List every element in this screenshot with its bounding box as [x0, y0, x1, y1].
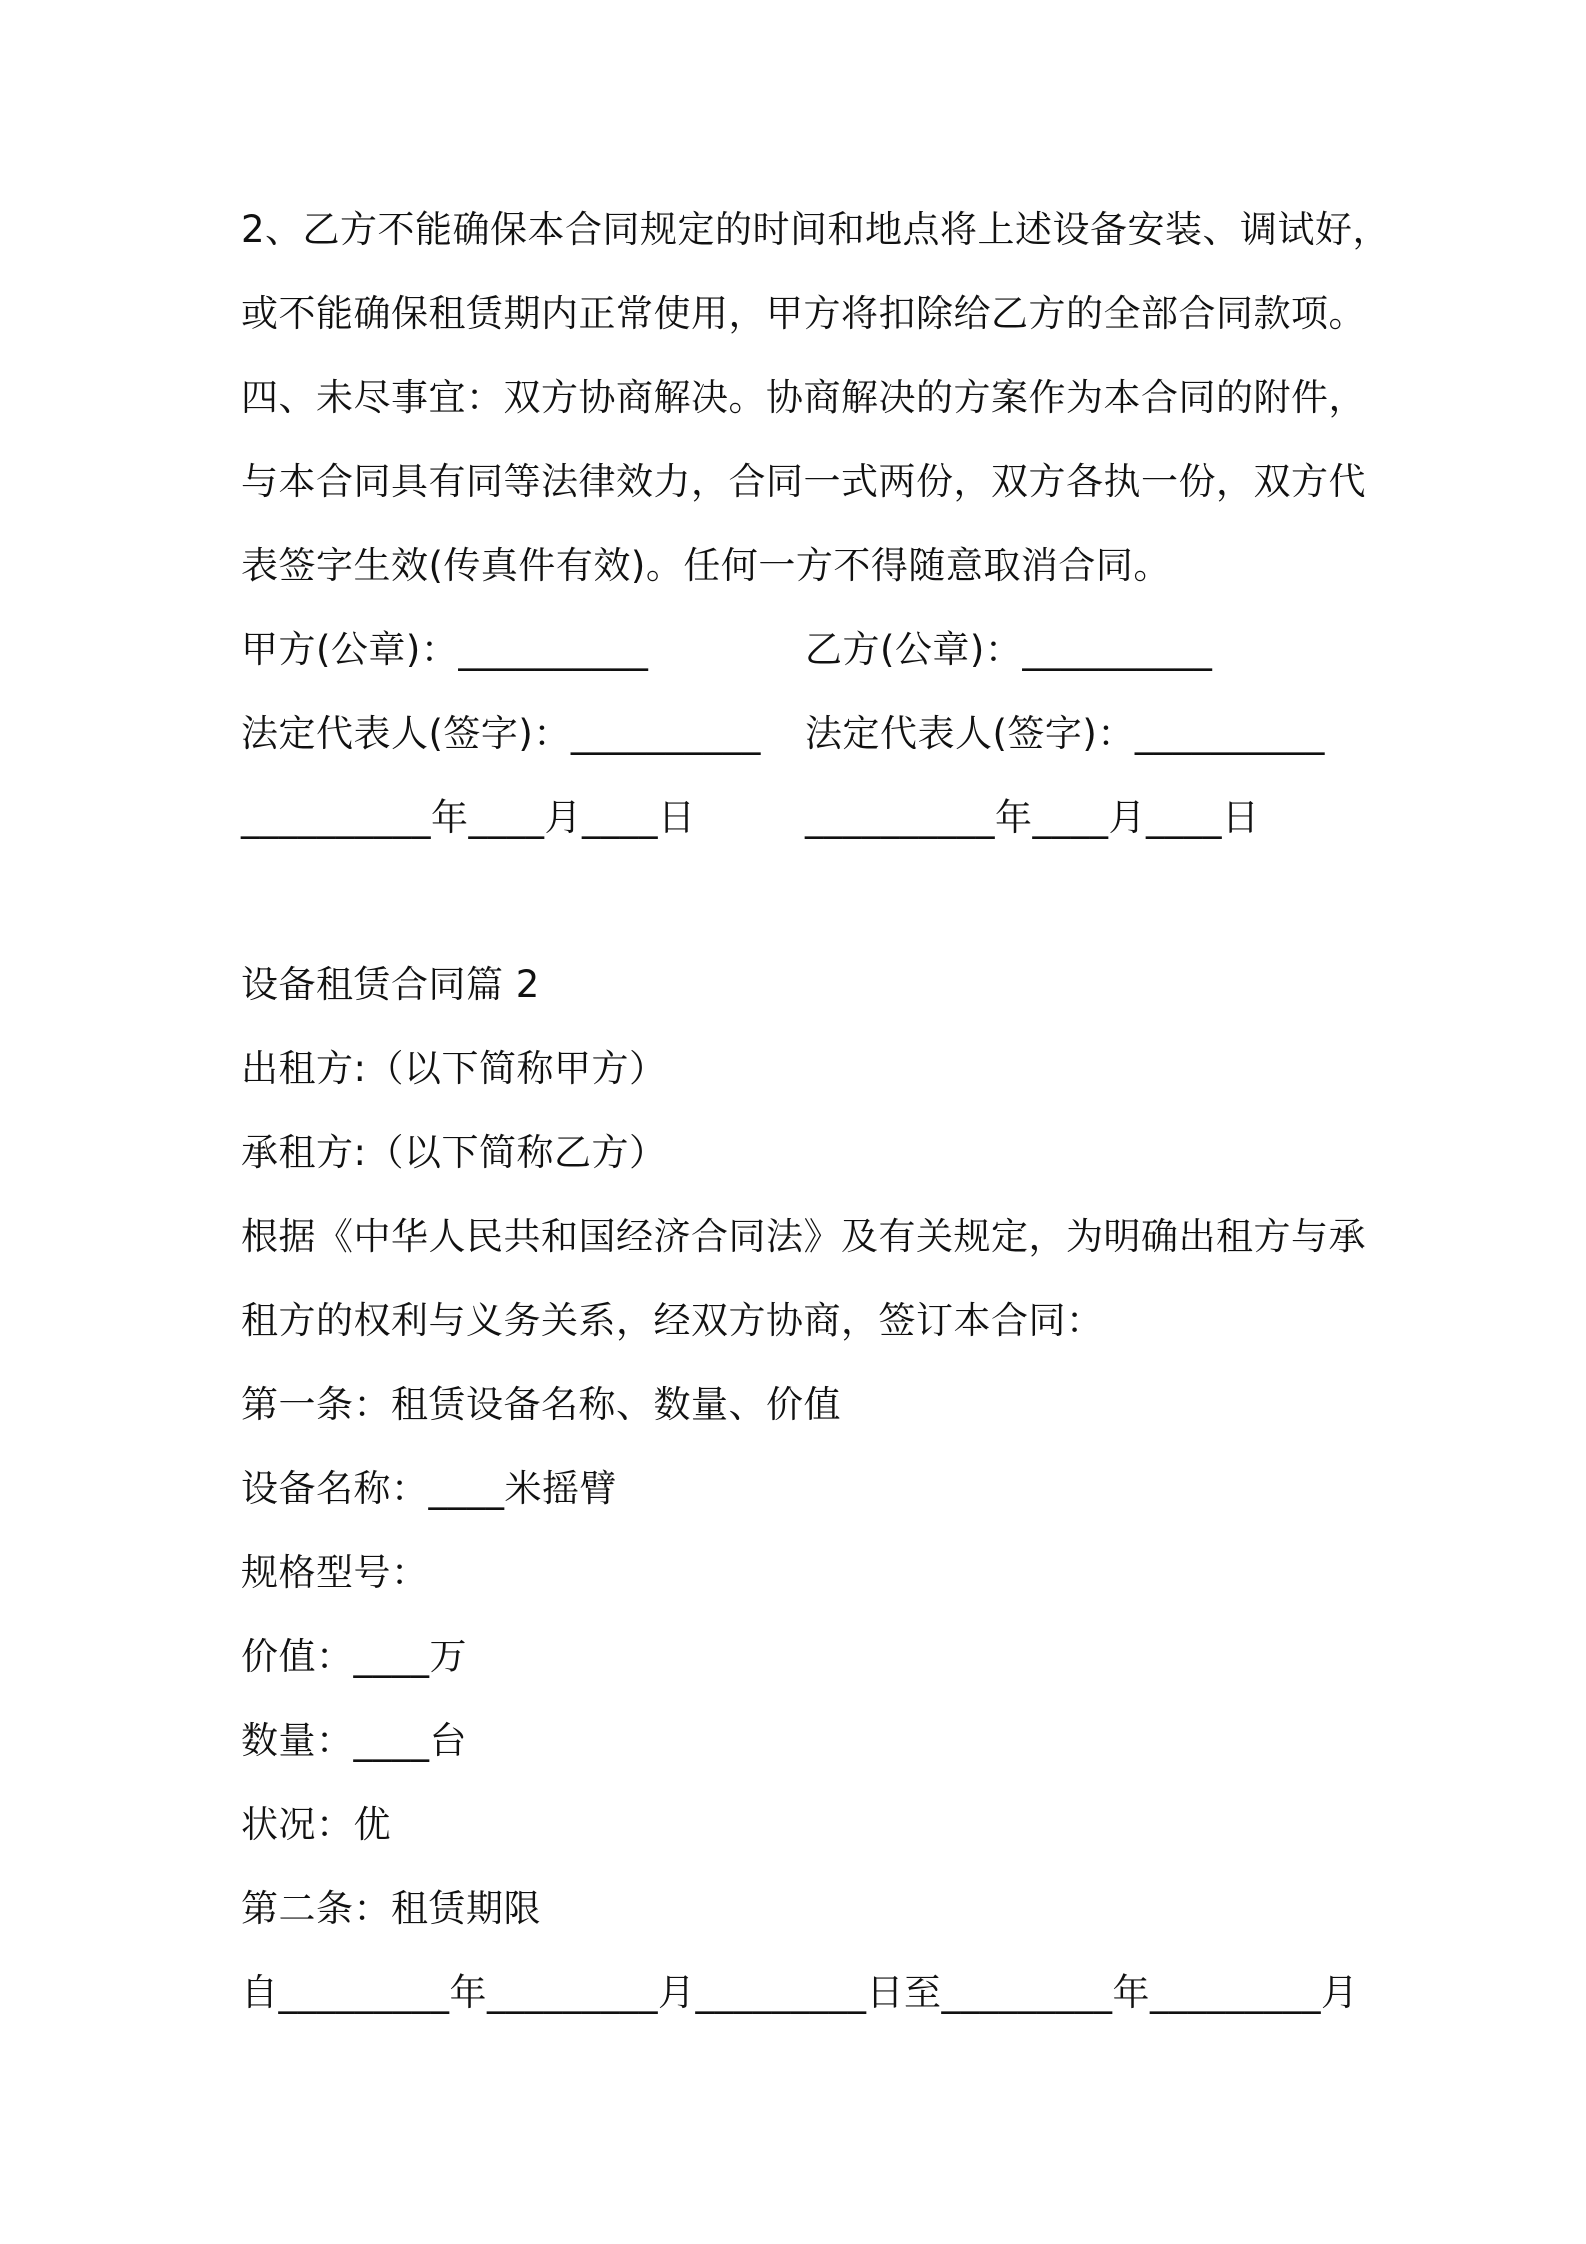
- lease-period: 自_________年_________月_________日至_________年_________月: [241, 1971, 1359, 2014]
- party-b-representative: 法定代表人(签字)：__________: [805, 712, 1325, 755]
- preamble-line-2: 租方的权利与义务关系，经双方协商，签订本合同：: [241, 1299, 1104, 1342]
- article-1-heading: 第一条：租赁设备名称、数量、价值: [241, 1383, 841, 1426]
- party-b-seal: 乙方(公章)：__________: [805, 628, 1213, 671]
- equipment-value: 价值：____万: [241, 1635, 467, 1678]
- clause-4-line-3: 表签字生效(传真件有效)。任何一方不得随意取消合同。: [241, 544, 1171, 587]
- clause-2-line-2: 或不能确保租赁期内正常使用，甲方将扣除给乙方的全部合同款项。: [241, 292, 1366, 335]
- spec-model: 规格型号：: [241, 1551, 429, 1594]
- lessor-line: 出租方:（以下简称甲方）: [241, 1047, 667, 1090]
- party-a-date: __________年____月____日: [241, 796, 696, 839]
- preamble-line-1: 根据《中华人民共和国经济合同法》及有关规定，为明确出租方与承: [241, 1215, 1366, 1258]
- party-a-representative: 法定代表人(签字)：__________: [241, 712, 761, 755]
- lessee-line: 承租方:（以下简称乙方）: [241, 1131, 667, 1174]
- equipment-name: 设备名称：____米摇臂: [241, 1467, 617, 1510]
- equipment-quantity: 数量：____台: [241, 1719, 467, 1762]
- clause-4-line-2: 与本合同具有同等法律效力，合同一式两份，双方各执一份，双方代: [241, 460, 1366, 503]
- clause-4-line-1: 四、未尽事宜：双方协商解决。协商解决的方案作为本合同的附件，: [241, 376, 1366, 419]
- contract-2-title: 设备租赁合同篇 2: [241, 963, 540, 1006]
- party-a-seal: 甲方(公章)：__________: [241, 628, 649, 671]
- clause-2-line-1: 2、乙方不能确保本合同规定的时间和地点将上述设备安装、调试好，: [241, 208, 1391, 251]
- equipment-condition: 状况：优: [241, 1803, 391, 1846]
- article-2-heading: 第二条：租赁期限: [241, 1887, 541, 1930]
- party-b-date: __________年____月____日: [805, 796, 1260, 839]
